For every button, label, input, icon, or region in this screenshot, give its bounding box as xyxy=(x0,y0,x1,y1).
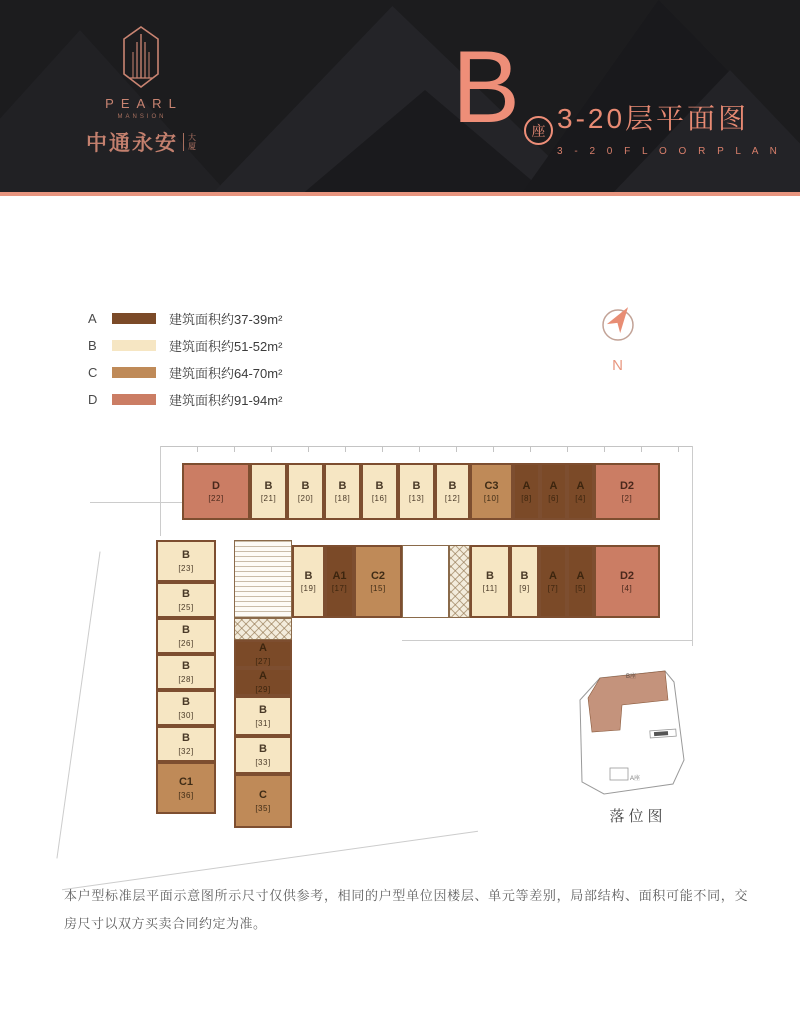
legend-code: C xyxy=(88,364,98,380)
legend-row-c xyxy=(88,364,282,380)
legend-code: A xyxy=(88,310,97,326)
legend-label: 建筑面积约91-94m² xyxy=(169,392,283,408)
unit-number: [23] xyxy=(178,563,194,573)
unit-code: C1 xyxy=(178,776,194,789)
unit-number: [13] xyxy=(408,494,425,504)
plan-unit-B-12 xyxy=(435,463,470,520)
unit-number: [25] xyxy=(178,602,194,612)
unit-code: A xyxy=(549,479,558,492)
legend-label: 建筑面积约37-39m² xyxy=(169,311,283,327)
compass-north-label: N xyxy=(612,357,624,374)
unit-code: A xyxy=(259,670,267,683)
unit-code: B xyxy=(486,569,494,582)
unit-number: [27] xyxy=(255,656,271,666)
unit-number: [20] xyxy=(297,494,314,504)
unit-number: [16] xyxy=(371,494,388,504)
plan-unit-C2-15 xyxy=(354,545,402,618)
unit-number: [11] xyxy=(482,584,498,594)
header-banner xyxy=(0,0,800,196)
unit-number: [8] xyxy=(521,494,532,504)
unit-number: [4] xyxy=(575,494,586,504)
plan-unit-D2-2 xyxy=(594,463,660,520)
unit-number: [33] xyxy=(255,757,271,767)
unit-number: [9] xyxy=(519,584,530,594)
brand-subname-en: MANSION xyxy=(117,114,167,120)
unit-code: B xyxy=(182,588,190,601)
unit-code: C2 xyxy=(370,569,386,582)
unit-code: A xyxy=(576,569,585,582)
legend-swatch-b xyxy=(112,340,156,351)
stairwell xyxy=(234,540,292,618)
plan-unit-A-27 xyxy=(234,640,292,668)
unit-number: [5] xyxy=(575,584,586,594)
unit-number: [19] xyxy=(300,584,317,594)
compass xyxy=(594,300,642,374)
unit-code: B xyxy=(448,479,457,492)
unit-code: B xyxy=(259,743,267,756)
tower-block xyxy=(452,30,562,164)
plan-unit-B-21 xyxy=(250,463,287,520)
unit-number: [15] xyxy=(370,584,386,594)
unit-code: B xyxy=(520,569,529,582)
unit-number: [26] xyxy=(178,638,194,648)
legend-row-b xyxy=(88,337,282,353)
plan-unit-A-7 xyxy=(539,545,567,618)
unit-code: B xyxy=(182,624,190,637)
plan-unit-C3-10 xyxy=(470,463,513,520)
unit-number: [36] xyxy=(178,790,194,800)
plan-unit-B-13 xyxy=(398,463,435,520)
brand-name-en: PEARL xyxy=(105,96,183,111)
unit-number: [6] xyxy=(548,494,559,504)
unit-number: [28] xyxy=(178,674,194,684)
unit-code: B xyxy=(182,732,190,745)
plan-unit-B-9 xyxy=(510,545,539,618)
plan-unit-B-26 xyxy=(156,618,216,654)
plan-unit-A-8 xyxy=(513,463,540,520)
unit-number: [4] xyxy=(621,584,633,594)
unit-code: B xyxy=(301,479,310,492)
hexagon-building-icon xyxy=(123,26,159,88)
plan-unit-B-18 xyxy=(324,463,361,520)
unit-number: [32] xyxy=(178,746,194,756)
plan-unit-B-31 xyxy=(234,696,292,736)
plan-unit-B-20 xyxy=(287,463,324,520)
legend-label: 建筑面积约51-52m² xyxy=(169,338,283,354)
unit-code: C3 xyxy=(484,479,499,492)
tower-letter: B xyxy=(452,30,521,144)
unit-number: [2] xyxy=(621,494,633,504)
brand-suffix-cn: 大厦 xyxy=(183,133,195,151)
disclaimer-text: 本户型标准层平面示意图所示尺寸仅供参考，相同的户型单位因楼层、单元等差别，局部结构、面积可能不同，交房尺寸以双方买卖合同约定为准。 xyxy=(64,888,748,931)
unit-number: [17] xyxy=(331,584,348,594)
unit-code: D2 xyxy=(619,479,635,492)
location-map-icon xyxy=(570,668,702,796)
legend-swatch-d xyxy=(112,394,156,405)
unit-code: B xyxy=(264,479,273,492)
dimension-line xyxy=(56,551,100,858)
plan-unit-A-29 xyxy=(234,668,292,696)
plan-unit-A1-17 xyxy=(325,545,354,618)
legend-code: B xyxy=(88,337,97,353)
plan-unit-A-4 xyxy=(567,463,594,520)
plan-unit-B-11 xyxy=(470,545,510,618)
unit-number: [35] xyxy=(255,803,271,813)
compass-icon xyxy=(594,300,642,348)
plan-unit-B-30 xyxy=(156,690,216,726)
unit-number: [12] xyxy=(444,494,461,504)
unit-number: [18] xyxy=(334,494,351,504)
unit-code: A xyxy=(259,642,267,655)
unit-number: [10] xyxy=(483,494,500,504)
plan-unit-C-35 xyxy=(234,774,292,828)
unit-number: [22] xyxy=(208,494,224,504)
page-subtitle-en: 3 - 2 0 F L O O R P L A N xyxy=(557,146,782,157)
dimension-line xyxy=(160,446,692,452)
elevator-shaft xyxy=(234,618,292,640)
dimension-line xyxy=(692,446,693,646)
plan-unit-B-16 xyxy=(361,463,398,520)
plan-unit-B-25 xyxy=(156,582,216,618)
plan-unit-B-23 xyxy=(156,540,216,582)
inset-label-b: B座 xyxy=(626,674,637,680)
unit-code: D2 xyxy=(619,569,635,582)
plan-unit-B-32 xyxy=(156,726,216,762)
plan-unit-D2-4 xyxy=(594,545,660,618)
unit-code: A1 xyxy=(332,569,347,582)
legend-swatch-c xyxy=(112,367,156,378)
dimension-line xyxy=(90,502,182,503)
inset-label-a: A座 xyxy=(630,776,641,782)
unit-code: A xyxy=(576,479,585,492)
unit-code: D xyxy=(212,479,220,492)
plan-unit-D-22 xyxy=(182,463,250,520)
plan-unit-A-5 xyxy=(567,545,594,618)
legend-swatch-a xyxy=(112,313,156,324)
unit-code: B xyxy=(259,704,267,717)
plan-unit-B-19 xyxy=(292,545,325,618)
location-inset xyxy=(570,668,702,826)
plan-unit-C1-36 xyxy=(156,762,216,814)
legend-row-a xyxy=(88,310,282,326)
area-legend xyxy=(88,310,282,418)
legend-row-d xyxy=(88,391,282,407)
unit-code: B xyxy=(304,569,313,582)
brand-name-cn: 中通永安 xyxy=(86,132,178,155)
tower-badge-circle: 座 xyxy=(524,116,553,145)
unit-code: A xyxy=(522,479,531,492)
unit-code: B xyxy=(375,479,384,492)
unit-code: A xyxy=(549,569,557,582)
unit-code: B xyxy=(182,696,190,709)
legend-code: D xyxy=(88,391,98,407)
dimension-line xyxy=(160,446,161,536)
corridor-core xyxy=(402,545,449,618)
unit-code: C xyxy=(259,789,267,802)
unit-code: B xyxy=(412,479,421,492)
plan-unit-B-33 xyxy=(234,736,292,774)
unit-code: B xyxy=(182,660,190,673)
unit-number: [29] xyxy=(255,684,271,694)
legend-label: 建筑面积约64-70m² xyxy=(169,365,283,381)
plan-unit-A-6 xyxy=(540,463,567,520)
unit-number: [7] xyxy=(547,584,559,594)
unit-number: [31] xyxy=(255,718,271,728)
unit-number: [21] xyxy=(260,494,277,504)
elevator-shaft xyxy=(449,545,470,618)
page-title: 3-20层平面图 xyxy=(557,103,750,134)
unit-number: [30] xyxy=(178,710,194,720)
plan-unit-B-28 xyxy=(156,654,216,690)
unit-code: B xyxy=(182,549,190,562)
brand-logo xyxy=(68,26,213,157)
west-wing xyxy=(156,540,296,840)
inset-caption: 落位图 xyxy=(609,808,667,825)
unit-code: B xyxy=(338,479,347,492)
dimension-line xyxy=(402,640,692,641)
